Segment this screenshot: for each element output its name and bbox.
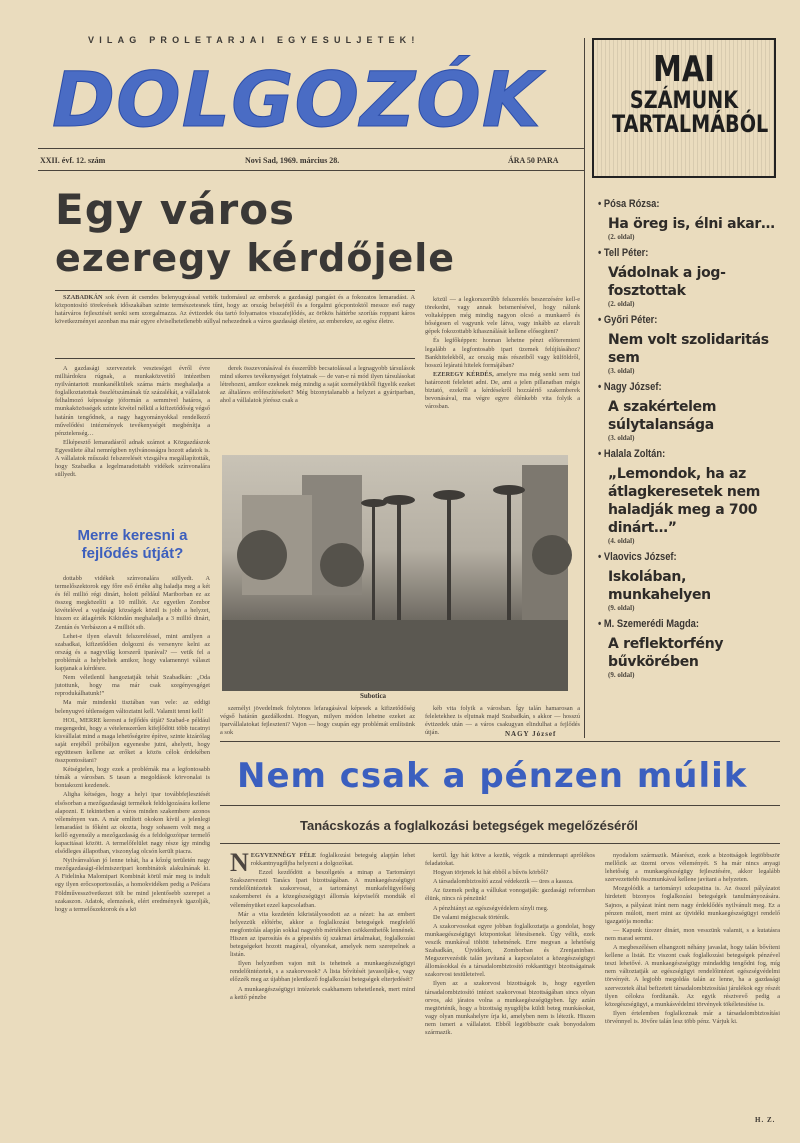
paragraph: Nem véletlenül hangoztatják tehát Szabadkán: „Oda jutottunk, hogy ma már csak szegényesgéget reprodukálhatunk!” — [55, 674, 210, 698]
toc-page: (9. oldal) — [608, 604, 635, 612]
paragraph: kéb vita folyik a városban. Így talán hamarosan a feleletekhez is eljutnak majd Szabadkán, s akkor — hosszú évtizedek után — a város csakugyan elindulhat a fejlődés útján. — [425, 705, 580, 737]
paragraph: Ilyen értelemben foglalkoznak már a társadalombiztosítási törvénnyel is. Jövőre talán lesz több pénz. Várjuk ki. — [605, 1009, 780, 1025]
divider — [38, 148, 584, 149]
article-lead — [55, 294, 415, 356]
paragraph: A gazdasági szervezetek veszteségei évről évre milliárdokra rúgnak, a munkaközvetítő intézetben nyilvántartott munkanélküliek száma máris meghaladja a foglalkoztatottak összlétszámának tíz százalékát, a vállalatok felhalmozó képessége jóformán a semmivel határos, a munkaközösségek szinte kivétel nélkül a kifizetődőség végső határán tengődnek, a nagy hagyományokkal rendelkező művelődési intézmények tevékenységét megbénítja a pénztelenség… — [55, 365, 210, 437]
photo-caption: Subotica — [360, 692, 387, 700]
toc-item[interactable] — [598, 448, 783, 545]
article-column — [605, 852, 780, 1110]
divider — [220, 805, 780, 806]
toc-author: • Halala Zoltán: — [598, 448, 755, 460]
paragraph: És legfőképpen: honnan lehetne pénzt előteremteni legalább a legfontosabb ipari üzemek felújításához? Bankhitelekből, az ország más részeiből vagy külföldről, hosszú lejáratú hitelek formájában? — [425, 337, 580, 369]
paragraph: Hogyan törjenek ki hát ebből a bűvös körből? — [433, 869, 549, 877]
toc-page: (9. oldal) — [608, 671, 635, 679]
article-column — [55, 575, 210, 1127]
toc-title: Iskolában, munkahelyen — [608, 569, 711, 603]
toc-heading-line: MAI — [653, 49, 715, 90]
toc-title: Ha öreg is, élni akar… — [608, 216, 775, 232]
lead-kicker: SZABADKÁN — [63, 294, 103, 301]
toc-item[interactable] — [598, 551, 783, 612]
toc-page: (2. oldal) — [608, 233, 635, 241]
column-divider — [584, 38, 585, 738]
toc-page: (3. oldal) — [608, 367, 635, 375]
paragraph: Ma már mindenki tisztában van vele: az eddigi belenyugvó tétlenségen változtatni kell. Valamit tenni kell! — [55, 699, 210, 715]
paragraph: — Kapunk tízezer dinárt, mon vesszünk valamit, s a kutatásra nem marad semmi. — [605, 926, 780, 942]
issue-number: XXII. évf. 12. szám — [40, 156, 106, 165]
paragraph: személyi jövedelmek folytonos lefaragásával képesek a kifizetődőség végső határán gazdálkodni. Hogyan, milyen módon lehetne ezeket az iparvállalatokat fejleszteni? Vajon — hogy csupán egy problémát említsünk a sok — [220, 705, 415, 737]
toc-item[interactable] — [598, 247, 783, 308]
article-subheadline: Tanácskozás a foglalkozási betegségek megelőzéséről — [300, 818, 638, 833]
masthead-slogan: VILAG PROLETARJAI EGYESULJETEK! — [88, 35, 420, 45]
headline-line: Egy város — [55, 185, 296, 234]
article-column — [220, 365, 415, 453]
paragraph: A szakorvosokat egyre jobban foglalkoztatja a gondolat, hogy munkaegészségügyi központokat létesítsenek. Úgy vélik, ezek veszik munkával töltött tehetnének. Erre megvan a lehetőség Szabadkán, Újvidéken, Zomborban és Zrenjaninban. Megszervezésük talán javítaná a kapcsolatot a közegészségügyi állomásokkal és a társadalombiztosító rokkantügyi bizottságainak szakorvosi testületeivel. — [425, 922, 595, 979]
paragraph: foglalkozási betegség alapján lehet rokkantnyugdíjba helyezni a dolgozókat. — [250, 852, 415, 868]
table-of-contents — [598, 198, 783, 685]
toc-item[interactable] — [598, 314, 783, 375]
toc-author: • Nagy József: — [598, 381, 755, 393]
toc-author: • Győri Péter: — [598, 314, 755, 326]
toc-heading-line: SZÁMUNK — [629, 86, 739, 114]
article-headline: Nem csak a pénzen múlik — [237, 756, 748, 796]
toc-item[interactable] — [598, 381, 783, 442]
article-column — [230, 848, 415, 1127]
paragraph: Lehet-e ilyen elavult felszereléssel, mint amilyen a szabadkai, kifizetődően dolgozni és versenyre kelni az ország és a nagyvilág korszerű iparával? — vetik fel a problémát a helybeliek amikor, hogy valamennyi választ kapjanak a kérdésre. — [55, 632, 210, 673]
toc-heading-box — [592, 38, 776, 178]
paragraph: nyodalom származik. Másrészt, ezek a bizottságok legtöbbször mellőzik az üzemi orvos véleményét. S ha már nincs anyagi lehetőség a munkaegészségügy fejlesztésére, akkor legalább szervezettebb összmunkával kellene javítani a helyzeten. — [605, 852, 780, 884]
paragraph: A munkaegészségügyi intézetek csakhamem tehetetlenek, mert mind a kettő pénzbe — [230, 985, 415, 1001]
article-column — [425, 852, 595, 1127]
author-signature: H. Z. — [755, 1116, 776, 1124]
dateline: Novi Sad, 1969. március 28. — [245, 156, 340, 165]
paragraph: De valami mégiscsak történik. — [433, 913, 510, 921]
paragraph: derek összevonásával és ésszerűbb becsatolással a legnagyobb társulások mind sikeres tevékenységet folytatnak — de van-e rá mód ilyen társulásokat létrehozni, amikor ezeknek még mindig a saját személyükből figyelik ezeket az általános erőfeszítéseket? Még bizonytalanabb a helyzet a gyáriparban, ahol a vállalatok jóréssz csak a — [220, 365, 415, 405]
toc-author: • Pósa Rózsa: — [598, 198, 755, 210]
paragraph: kerül. Így hát kötve a kezük, végzik a mindennapi aprólékos feladatokat. — [425, 852, 595, 868]
toc-page: (4. oldal) — [608, 537, 635, 545]
toc-author: • M. Szemerédi Magda: — [598, 618, 755, 630]
article-column — [220, 705, 415, 738]
divider — [220, 741, 780, 742]
toc-title: A szakértelem súlytalansága — [608, 399, 717, 433]
newspaper-logo: DOLGOZÓK — [52, 55, 542, 144]
paragraph: A megbeszélésen elhangzott néhány javaslat, hogy talán bővíteni kellene a listát. Ez viszont csak foglalkozási betegségek pénzével teszi lehetővé. A munkaegészségügy mindaddig tengődni fog, míg nem változtatják az egészségügyi rendelőintézet egészségvédelmi törvényét. A legjobb megoldás talán az lenne, ha a gazdasági szervezetek által befizetett társadalombiztosítási járulékok egy részét ilyen célokra fordítanák. Az egyik résztvevő pedig a közegészségügyi, a munkásvédelmi törvények tökéletesítése is. — [605, 944, 780, 1008]
toc-title: Nem volt szolidaritás sem — [608, 332, 769, 366]
paragraph: dottabb vidékek színvonalára süllyedt. A termelőszektorok egy főre eső értéke alig haladja meg a két és fél millió régi dinárt, holott például Mariborban ez az összeg megközelíti a 10 milliót. Az egyetlen Zombor kivételével a vajdasági községek közül is jobb a helyzet, hiszen ez átlagérték Kikindán meghaladja a 3 millió dinárt, Zentán és Verbászon a 4 milliót stb. — [55, 575, 210, 631]
toc-page: (3. oldal) — [608, 434, 635, 442]
toc-author: • Vlaovics József: — [598, 551, 755, 563]
lead-text: sok éven át csendes belenyugvással vették tudomásul az emberek a gazdasági pangást és a fokozatos lemaradást. A központosító törekvések időszakában szinte természetesnek tűnt, hogy az ország belsejétől és a forgalmi gócpontoktól messze eső nagy határváros fejlesztését senki sem szorgalmazza. Az évtizedek óta tartó folyamatos visszafejlődés, az örökös háttérbe szorítás roppant káros következményei azonban ma már egyre elviselhetetlenebb súllyal nehezednek a város gazdasági életére, az emberekre, az egész életre. — [55, 294, 415, 326]
divider — [55, 358, 415, 359]
drop-cap: N — [230, 848, 249, 877]
photo-illustration — [222, 455, 568, 691]
street-photo — [222, 455, 568, 691]
toc-page: (2. oldal) — [608, 300, 635, 308]
article-subhead: Merre keresni a fejlődés útját? — [77, 527, 188, 562]
paragraph: A társadalombiztosító azzal védekezik — üres a kassza. — [433, 878, 574, 886]
toc-title: „Lemondok, ha az átlagkeresetek nem haladják meg a 700 dinárt…” — [608, 466, 761, 536]
article-headline — [55, 186, 575, 282]
paragraph: közül — a legkorszerűbb felszerelés beszerzésére kell-e törekedni, vagy annak beismerésével, hogy nálunk voltaképpen még mindig nagyon olcsó a munkaerő és bőségesen el vagyunk vele látva, vagy inkább az elavult gépek fokozottabb kihasználását kellene elősegíteni? — [425, 296, 580, 336]
article-column — [55, 365, 210, 483]
paragraph-kicker: EZEREGY KÉRDÉS, — [433, 370, 494, 378]
divider — [55, 290, 415, 291]
paragraph: Ezzel kezdődött a beszélgetés a minap a Tartományi Szakszervezeti Tanács Ipari bizottságában. A munkaegészségügyi rendelőintézetek szakorvosai, a tartományi munkafelügyelőség szakemberei és a közegészségügyi állomás képviselői mondták el véleményüket ezzel kapcsolatban. — [230, 869, 415, 909]
toc-author: • Tell Péter: — [598, 247, 755, 259]
paragraph: Az üzemek pedig a vállukat vonogatják: gazdasági reformban élünk, nincs rá pénzünk! — [425, 887, 595, 903]
paragraph: Mozgolódik a tartományi szkupstina is. Az összel pályázatot hirdetett bizonyos foglalkozási betegségek tanulmányozására. Sajnos, a pályázat iránt nem nagy érdeklődés nyilvánult meg. Ez a pénzen múlott, mert mint az újvidéki munkaegészségügyi rendelő igazgatója mondta: — [605, 885, 780, 925]
toc-heading-line: TARTALMÁBÓL — [612, 110, 769, 138]
divider — [38, 170, 584, 171]
toc-item[interactable] — [598, 198, 783, 241]
toc-title: Vádolnak a jog-fosztottak — [608, 265, 726, 299]
paragraph: A pénzhiányt az egészségvédelem sínyli meg. — [433, 904, 549, 912]
toc-title: A reflektorfény bűvkörében — [608, 636, 724, 670]
paragraph: HOL, MERRE keresni a fejlődés útját? Szabad-e például megengedni, hogy a vételenszerűen kifejlődött több tucatnyi kisvállalat mind a maga lehetőségeire építve, szinte kizárólag saját erejéből próbáljon egyenesbe jutni, ahelyett, hogy együttesen kellene az erőket a közös célok érdekében összpontosítani? — [55, 716, 210, 765]
paragraph: Elképesztő lemaradásról adnak számot a Közgazdászok Egyesülete által nemrégiben nyilvánosságra hozott adatok is. A vállalatok műszaki felszerelését vizsgálva megállapították, hogy Szabadka a legelmaradottabb vidékek színvonalára süllyedt. — [55, 438, 210, 479]
paragraph: amelyre ma még senki sem tud határozott feleletet adni. De, ami a jelen pillanatban mégis biztató, ezekről a kérdésekről hozzáértő szakemberek bevonásával, ma végre egyre élénkebb vita folyik a városban. — [425, 370, 580, 411]
paragraph: Ilyen helyzetben vajon mit is tehetnek a munkaegészségügyi rendelőintézetek, s a szakorvosok? A lista bővítését javasolják-e, vagy előzzék meg az újabban jelentkező foglalkozási betegségek elterjedését? — [230, 960, 415, 984]
toc-item[interactable] — [598, 618, 783, 679]
paragraph: Már a vita kezdetén kikristályosodott az a nézet: ha az embert helyezzük előtérbe, akkor a foglalkozási betegségek megfelelő megfontolás alapján sokkal nagyobb mértékben csökkenthetők lennének. Hiszen az iparosítás és a gépesítés új szakmai ártalmakat, foglalkozási betegségeket hozott magával, olyanokat, amelyek nem szerepelnek a listán. — [230, 910, 415, 959]
price: ÁRA 50 PARA — [508, 156, 559, 165]
author-signature: NAGY József — [505, 730, 557, 738]
paragraph: Ilyen az a szakorvosi bizottságok is, hogy egyetlen társadalombiztosító intézet szakorvosai bizottságában sincs olyan orvos, aki járatos volna a munkaegészségügyben. Így aztán megtörténik, hogy a bizottság nyugdíjba küldi beteg munkásokat, vagy olyan munkahelyre írja ki, amelyben nem is létezik. Hiszen nem ismeri a vállalatot. Ebből legtöbbször csak bonyodalom származik. — [425, 980, 595, 1036]
article-column — [425, 296, 580, 453]
paragraph: Kétségtelen, hogy ezek a problémák ma a legfontosabb témák a városban. S tasan a megoldások körvonalai is bontakozni kezdenek. — [55, 766, 210, 790]
paragraph: Nyilvánvalóan jó lenne tehát, ha a kőzég területén nagy mezőgazdasági-élelmiszeripari kombinátok alakulnának ki. A Fidelinka Malomipari Kombinát körül már meg is indult egy ilyen erőcsoportosulás, a homokvidéken pedig a Pešćara Földművesszövetkezet tölt be mind jelentősebb szerepet a szakaszon. Adatok, elemzések, elért eredmények igazolják, hogy a termelőszektorok és a kö — [55, 857, 210, 913]
headline-line: ezeregy kérdőjele — [55, 236, 456, 280]
lead-kicker: EGYVENNÉGY FÉLE — [250, 852, 317, 859]
divider — [220, 843, 780, 844]
paragraph: Aligha kétséges, hogy a helyi ipar továbbfejlesztését elsősorban a mezőgazdasági termékek feldolgozására kellene alapozni. E tekintetben a város minden szakembere azonos véleményen van. A már említett okokon kívül a jelenlegi lemaradást is főként az okozta, hogy sohasem volt meg a kellő egyensúly a mezőgazdaság és a feldolgozóipar termelő kapacitásai között. A termelőfelület nagy része így mindig elsődleges állapotban, viszonylag olcsón került piacra. — [55, 791, 210, 856]
